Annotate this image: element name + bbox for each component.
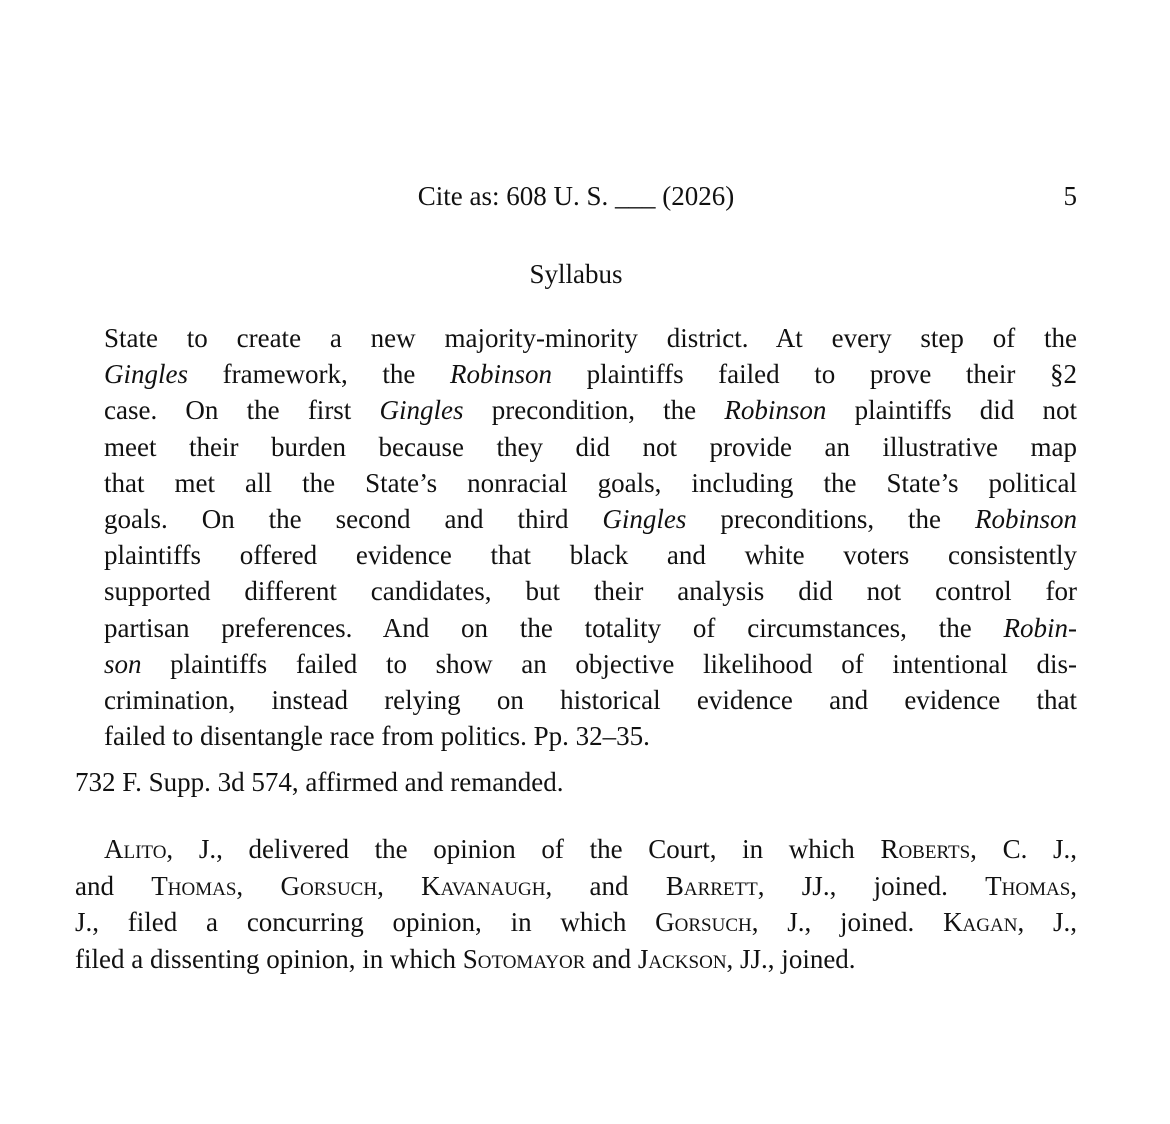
text-run: , J., xyxy=(1017,907,1077,937)
syllabus-line xyxy=(104,682,1077,718)
justice-name: Roberts xyxy=(880,834,971,864)
text-run: that met all the State’s nonracial goals, including the State’s political xyxy=(104,467,1077,498)
justice-name: Kavanaugh xyxy=(421,870,546,901)
syllabus-paragraph xyxy=(104,320,1077,754)
syllabus-line xyxy=(104,392,1077,428)
authorship-paragraph xyxy=(75,831,1077,977)
syllabus-line xyxy=(104,429,1077,465)
text-run: case. On the first xyxy=(104,395,380,426)
page-number: 5 xyxy=(1063,181,1077,211)
authorship-line xyxy=(75,904,1077,941)
case-name-italic: son xyxy=(104,648,142,679)
running-head xyxy=(75,178,1077,214)
text-run: precondition, the xyxy=(463,395,725,426)
text-run: framework, the xyxy=(188,359,450,390)
text-run: , J., joined. xyxy=(751,907,944,937)
text-run: , and xyxy=(545,870,666,901)
authorship-line xyxy=(75,831,1077,868)
text-run: , JJ., joined. xyxy=(726,943,856,974)
text-run: plaintiffs failed to prove their §2 xyxy=(551,359,1077,390)
text-run: filed a dissenting opinion, in which xyxy=(75,943,463,974)
text-run: plaintiffs offered evidence that black and white voters consistently xyxy=(104,540,1077,571)
syllabus-line xyxy=(104,501,1077,537)
text-run: goals. On the second and third xyxy=(104,503,603,534)
text-run: , xyxy=(377,870,422,901)
syllabus-line xyxy=(104,356,1077,392)
syllabus-line xyxy=(104,573,1077,609)
authorship-line xyxy=(75,868,1077,905)
text-run: , C. J., xyxy=(970,834,1077,864)
case-name-italic: Robinson xyxy=(724,395,827,426)
syllabus-line xyxy=(104,610,1077,646)
text-run: plaintiffs did not xyxy=(826,395,1077,426)
judgment-line: 732 F. Supp. 3d 574, affirmed and remanded. xyxy=(75,767,564,797)
text-run: meet their burden because they did not provide an illustrative map xyxy=(104,431,1077,462)
case-name-italic: Gingles xyxy=(602,503,687,534)
justice-name: Jackson xyxy=(637,943,727,974)
text-run: failed to disentangle race from politics. Pp. 32–35. xyxy=(104,721,650,752)
text-run: preconditions, the xyxy=(686,503,975,534)
justice-name: Thomas xyxy=(985,870,1071,901)
syllabus-line xyxy=(104,465,1077,501)
section-heading: Syllabus xyxy=(529,259,623,289)
justice-name: Alito xyxy=(104,834,167,864)
justice-name: Gorsuch xyxy=(280,870,378,901)
text-run: , xyxy=(1070,870,1078,901)
syllabus-line xyxy=(104,646,1077,682)
text-run: supported different candidates, but their analysis did not control for xyxy=(104,576,1077,607)
case-name-italic: Gingles xyxy=(379,395,464,426)
justice-name: Thomas xyxy=(151,870,237,901)
syllabus-line xyxy=(104,537,1077,573)
authorship-line xyxy=(75,941,1077,978)
text-run: partisan preferences. And on the totality of circumstances, the xyxy=(104,612,1004,643)
case-name-italic: Gingles xyxy=(104,359,188,390)
justice-name: Gorsuch xyxy=(655,907,752,937)
text-run: State to create a new majority-minority district. At every step of the xyxy=(104,323,1077,353)
justice-name: Barrett xyxy=(665,870,758,901)
citation: Cite as: 608 U. S. ___ (2026) xyxy=(417,181,735,211)
text-run: plaintiffs failed to show an objective likelihood of intentional dis- xyxy=(141,648,1077,679)
text-run: , xyxy=(236,870,281,901)
justice-name: Kagan xyxy=(943,907,1018,937)
case-name-italic: Robinson xyxy=(449,359,552,390)
case-name-italic: Robinson xyxy=(974,503,1077,534)
text-run: , J., delivered the opinion of the Court, in which xyxy=(166,834,881,864)
text-run: crimination, instead relying on historical evidence and evidence that xyxy=(104,684,1077,715)
syllabus-line xyxy=(104,320,1077,356)
case-name-italic: Robin- xyxy=(1003,612,1077,643)
justice-name: Sotomayor xyxy=(462,943,586,974)
text-run: J., filed a concurring opinion, in which xyxy=(75,907,656,937)
text-run: , JJ., joined. xyxy=(757,870,986,901)
text-run: and xyxy=(75,870,152,901)
syllabus-line xyxy=(104,718,1077,754)
text-run: and xyxy=(585,943,638,974)
